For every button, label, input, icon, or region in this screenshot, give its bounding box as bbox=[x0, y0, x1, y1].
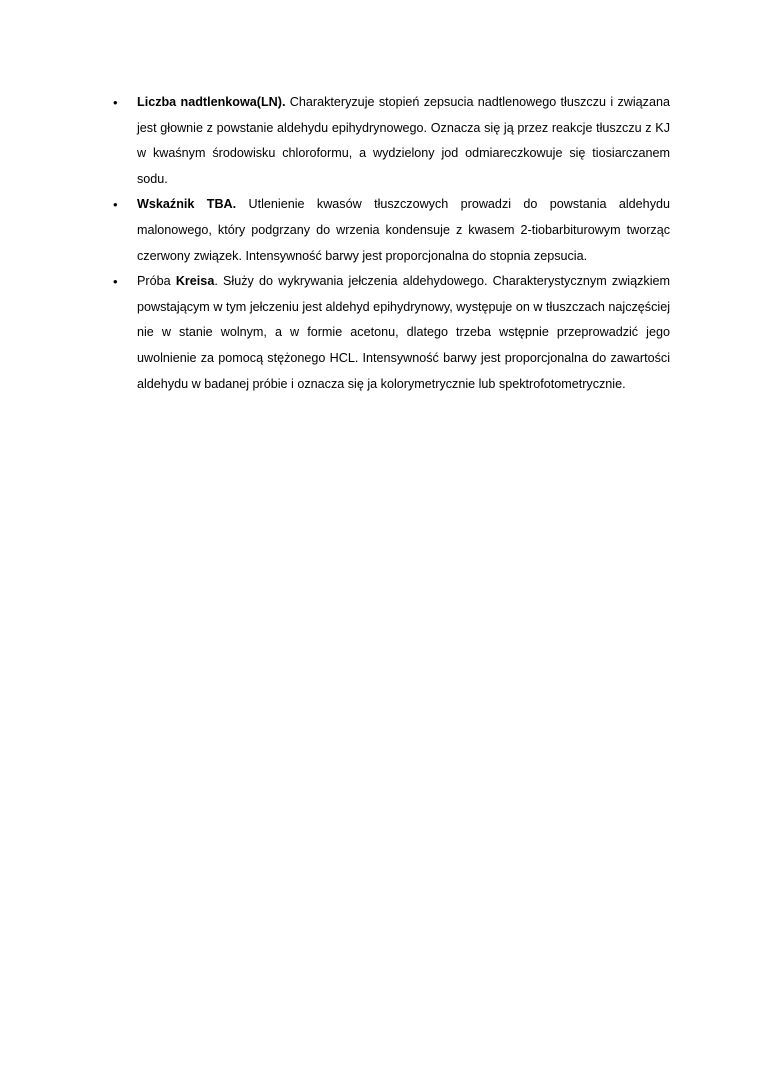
item-text bbox=[137, 95, 670, 186]
bullet-list bbox=[110, 90, 670, 397]
list-item-liczba-nadtlenkowa bbox=[110, 90, 670, 192]
bullet-icon: • bbox=[113, 95, 118, 110]
item-term: Kreisa bbox=[175, 274, 215, 289]
bullet-icon: • bbox=[113, 274, 118, 290]
item-description: . Służy do wykrywania jełczenia aldehydowego. Charakterystycznym związkiem powstającym w tym jełczeniu jest aldehyd epihydrynowy, występuje on w tłuszczach najczęściej nie w stanie wolnym, a w formie acetonu, dlatego trzeba wstępnie przeprowadzić jego uwolnienie za pomocą stężonego HCL. Intensywność barwy jest proporcjonalna do zawartości aldehydu w badanej próbie i oznacza się ja kolorymetrycznie lub spektrofotometrycznie. bbox=[137, 274, 670, 391]
item-text bbox=[137, 197, 670, 262]
item-description: Charakteryzuje stopień zepsucia nadtlenowego tłuszczu i związana jest głownie z powstanie aldehydu epihydrynowego. Oznacza się ją przez reakcje tłuszczu z KJ w kwaśnym środowisku chloroformu, a wydzielony jod odmiareczkowuje się tiosiarczanem sodu. bbox=[137, 95, 670, 186]
list-item-wskaznik-tba bbox=[110, 192, 670, 269]
item-term: Liczba nadtlenkowa(LN). bbox=[137, 95, 286, 109]
item-text bbox=[137, 274, 670, 390]
bullet-icon: • bbox=[113, 197, 118, 213]
item-term: Wskaźnik TBA. bbox=[137, 197, 237, 212]
item-prefix: Próba bbox=[137, 274, 176, 289]
list-item-proba-kreisa bbox=[110, 269, 670, 397]
item-description: Utlenienie kwasów tłuszczowych prowadzi do powstania aldehydu malonowego, który podgrzany do wrzenia kondensuje z kwasem 2-tiobarbiturowym tworząc czerwony związek. Intensywność barwy jest proporcjonalna do stopnia zepsucia. bbox=[137, 197, 670, 263]
